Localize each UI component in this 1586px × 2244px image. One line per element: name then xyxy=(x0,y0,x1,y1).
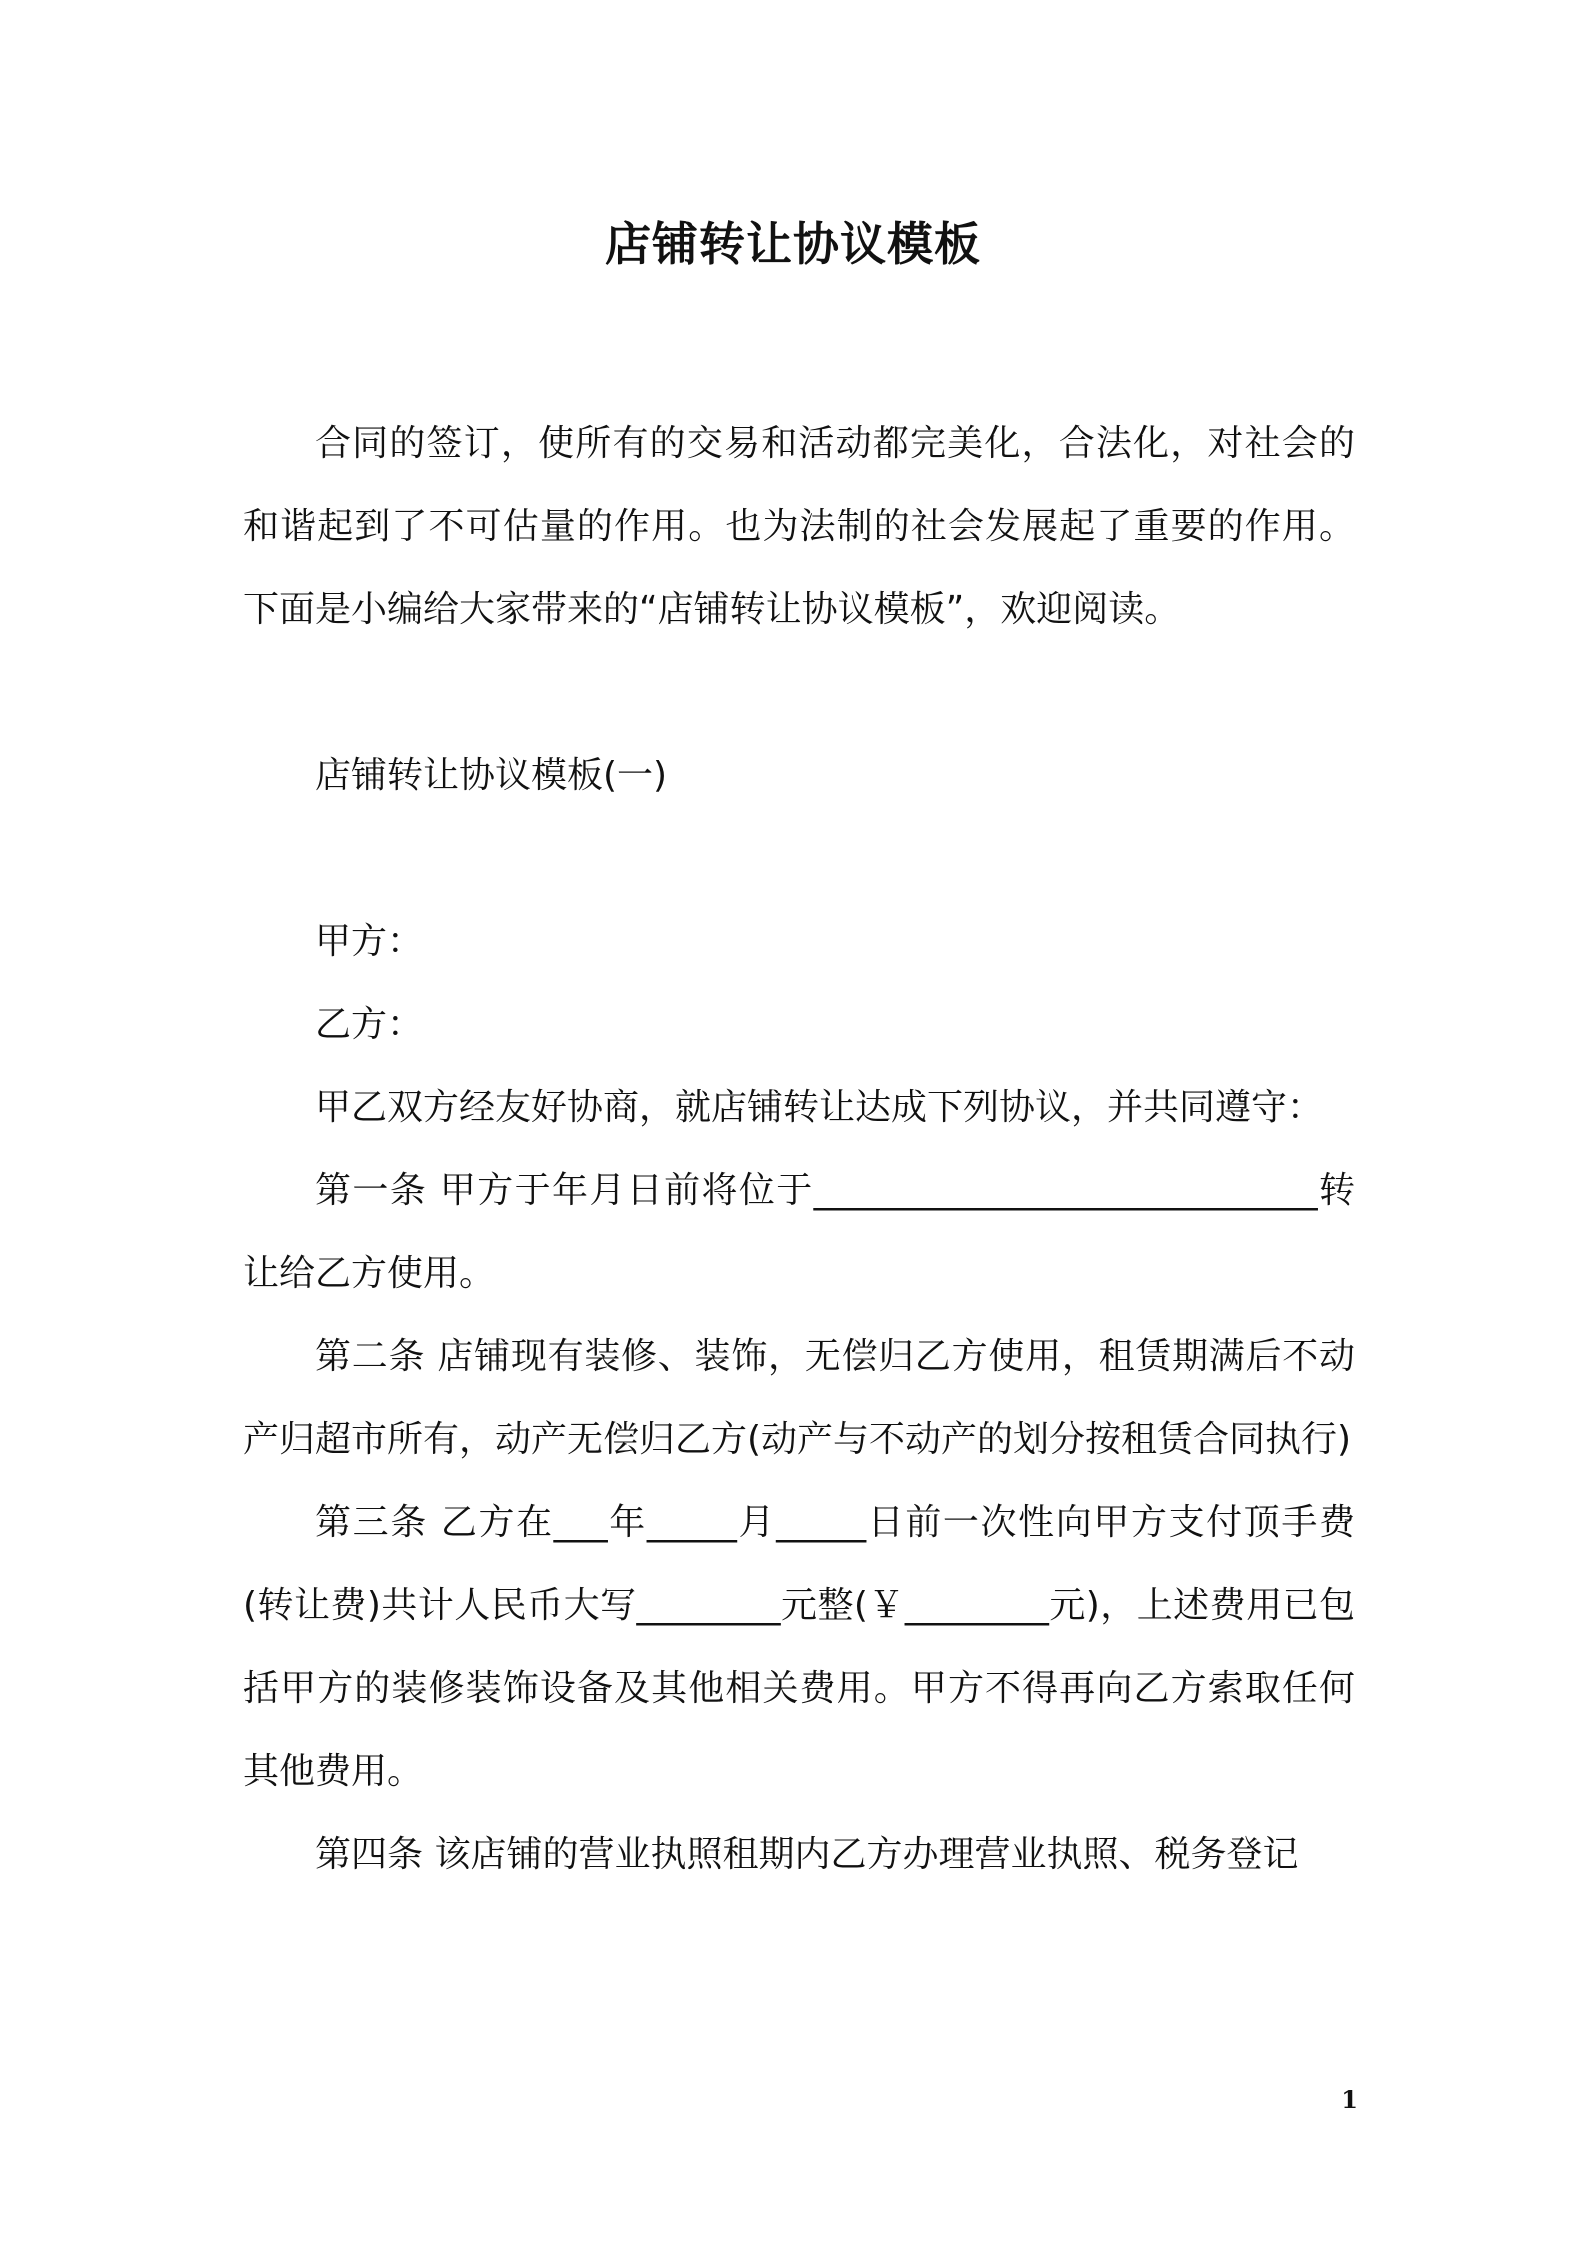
agreement-intro: 甲乙双方经友好协商，就店铺转让达成下列协议，并共同遵守： xyxy=(315,1087,1324,1128)
document-title: 店铺转让协议模板 xyxy=(605,217,981,271)
spacer xyxy=(243,651,1355,734)
party-a-label: 甲方： xyxy=(315,921,424,962)
document-body xyxy=(243,402,1355,1896)
article-2: 第二条 店铺现有装修、装饰，无偿归乙方使用，租赁期满后不动产归超市所有，动产无偿归乙方(动产与不动产的划分按租赁合同执行) xyxy=(243,1336,1355,1460)
article-1: 第一条 甲方于年月日前将位于____________________________转让给乙方使用。 xyxy=(243,1170,1355,1294)
article-3: 第三条 乙方在___年_____月_____日前一次性向甲方支付顶手费(转让费)共计人民币大写________元整(￥________元)，上述费用已包括甲方的装修装饰设备及其他相关费用。甲方不得再向乙方索取任何其他费用。 xyxy=(243,1502,1355,1792)
spacer xyxy=(243,817,1355,900)
section-heading: 店铺转让协议模板(一) xyxy=(315,755,668,796)
party-b-label: 乙方： xyxy=(315,1004,424,1045)
article-4: 第四条 该店铺的营业执照租期内乙方办理营业执照、税务登记 xyxy=(315,1834,1299,1875)
page-number: 1 xyxy=(1341,2085,1358,2114)
intro-paragraph: 合同的签订，使所有的交易和活动都完美化，合法化，对社会的和谐起到了不可估量的作用。也为法制的社会发展起了重要的作用。下面是小编给大家带来的“店铺转让协议模板”，欢迎阅读。 xyxy=(243,423,1355,630)
